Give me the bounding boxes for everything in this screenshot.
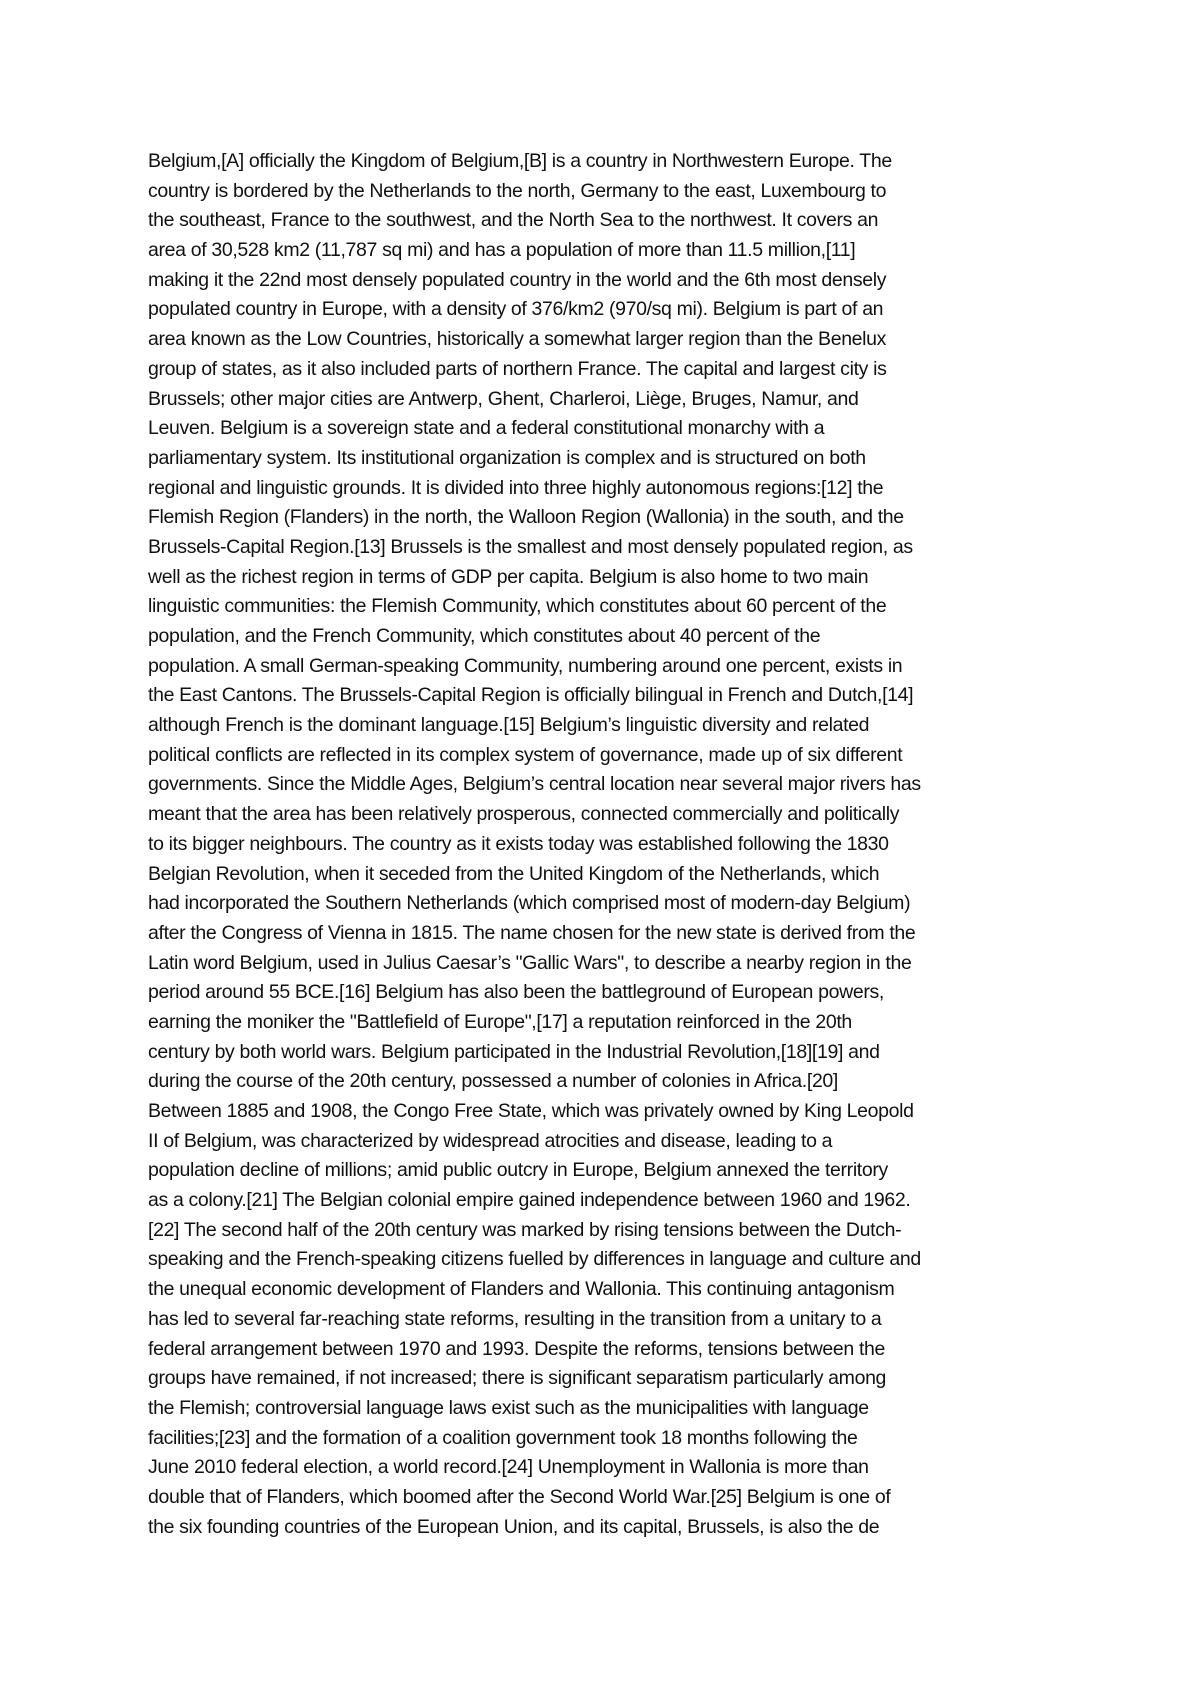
text-line: had incorporated the Southern Netherlands (which comprised most of modern-day Belgium)	[148, 892, 911, 915]
text-line: to its bigger neighbours. The country as it exists today was established following the 1830	[148, 832, 889, 855]
text-line: during the course of the 20th century, possessed a number of colonies in Africa.[20]	[148, 1070, 838, 1093]
text-line: [22] The second half of the 20th century was marked by rising tensions between the Dutch-	[148, 1218, 902, 1241]
text-line: the southeast, France to the southwest, and the North Sea to the northwest. It covers an	[148, 209, 879, 232]
text-line: meant that the area has been relatively prosperous, connected commercially and politically	[148, 803, 900, 826]
text-line: the six founding countries of the European Union, and its capital, Brussels, is also the de	[148, 1515, 880, 1538]
text-line: the Flemish; controversial language laws exist such as the municipalities with language	[148, 1396, 869, 1419]
text-line: area of 30,528 km2 (11,787 sq mi) and has a population of more than 11.5 million,[11]	[148, 239, 856, 262]
text-line: population decline of millions; amid public outcry in Europe, Belgium annexed the territory	[148, 1159, 888, 1182]
text-line: although French is the dominant language.[15] Belgium’s linguistic diversity and related	[148, 714, 870, 737]
text-line: populated country in Europe, with a density of 376/km2 (970/sq mi). Belgium is part of an	[148, 298, 884, 321]
text-line: as a colony.[21] The Belgian colonial empire gained independence between 1960 and 1962.	[148, 1189, 911, 1212]
text-line: population. A small German-speaking Community, numbering around one percent, exists in	[148, 654, 903, 677]
text-line: regional and linguistic grounds. It is divided into three highly autonomous regions:[12] the	[148, 476, 884, 499]
text-line: well as the richest region in terms of GDP per capita. Belgium is also home to two main	[148, 565, 869, 588]
text-line: Brussels-Capital Region.[13] Brussels is the smallest and most densely populated region, as	[148, 535, 913, 558]
text-line: facilities;[23] and the formation of a coalition government took 18 months following the	[148, 1426, 858, 1449]
text-line: II of Belgium, was characterized by widespread atrocities and disease, leading to a	[148, 1129, 833, 1152]
text-line: political conflicts are reflected in its complex system of governance, made up of six different	[148, 743, 903, 766]
text-line: after the Congress of Vienna in 1815. The name chosen for the new state is derived from the	[148, 921, 916, 944]
text-line: earning the moniker the "Battlefield of Europe",[17] a reputation reinforced in the 20th	[148, 1010, 852, 1033]
text-line: Between 1885 and 1908, the Congo Free State, which was privately owned by King Leopold	[148, 1100, 914, 1122]
text-line: has led to several far-reaching state reforms, resulting in the transition from a unitary to a	[148, 1307, 882, 1330]
text-line: speaking and the French-speaking citizens fuelled by differences in language and culture and	[148, 1248, 921, 1271]
text-line: Flemish Region (Flanders) in the north, the Walloon Region (Wallonia) in the south, and the	[148, 506, 904, 529]
text-line: Latin word Belgium, used in Julius Caesar’s "Gallic Wars", to describe a nearby region in the	[148, 951, 912, 974]
text-line: population, and the French Community, which constitutes about 40 percent of the	[148, 625, 821, 647]
body-paragraph	[148, 147, 1078, 1542]
text-line: Leuven. Belgium is a sovereign state and a federal constitutional monarchy with a	[148, 417, 825, 440]
text-line: groups have remained, if not increased; there is significant separatism particularly among	[148, 1367, 887, 1390]
text-line: century by both world wars. Belgium participated in the Industrial Revolution,[18][19] and	[148, 1040, 880, 1063]
text-line: federal arrangement between 1970 and 1993. Despite the reforms, tensions between the	[148, 1337, 886, 1360]
text-line: the unequal economic development of Flanders and Wallonia. This continuing antagonism	[148, 1278, 895, 1301]
text-line: June 2010 federal election, a world record.[24] Unemployment in Wallonia is more than	[148, 1456, 869, 1479]
text-line: group of states, as it also included parts of northern France. The capital and largest city is	[148, 357, 887, 380]
text-line: period around 55 BCE.[16] Belgium has also been the battleground of European powers,	[148, 981, 884, 1004]
text-line: the East Cantons. The Brussels-Capital Region is officially bilingual in French and Dutch,[14]	[148, 684, 914, 707]
text-line: parliamentary system. Its institutional organization is complex and is structured on both	[148, 446, 866, 469]
text-line: making it the 22nd most densely populated country in the world and the 6th most densely	[148, 268, 887, 291]
text-line: double that of Flanders, which boomed after the Second World War.[25] Belgium is one of	[148, 1485, 891, 1508]
text-line: governments. Since the Middle Ages, Belgium’s central location near several major rivers has	[148, 773, 921, 796]
text-line: linguistic communities: the Flemish Community, which constitutes about 60 percent of the	[148, 595, 887, 618]
text-line: Brussels; other major cities are Antwerp, Ghent, Charleroi, Liège, Bruges, Namur, and	[148, 387, 859, 410]
text-line: country is bordered by the Netherlands to the north, Germany to the east, Luxembourg to	[148, 179, 887, 202]
text-line: Belgian Revolution, when it seceded from the United Kingdom of the Netherlands, which	[148, 862, 880, 885]
text-line: area known as the Low Countries, historically a somewhat larger region than the Benelux	[148, 328, 887, 351]
text-line: Belgium,[A] officially the Kingdom of Belgium,[B] is a country in Northwestern Europe. The	[148, 150, 892, 172]
